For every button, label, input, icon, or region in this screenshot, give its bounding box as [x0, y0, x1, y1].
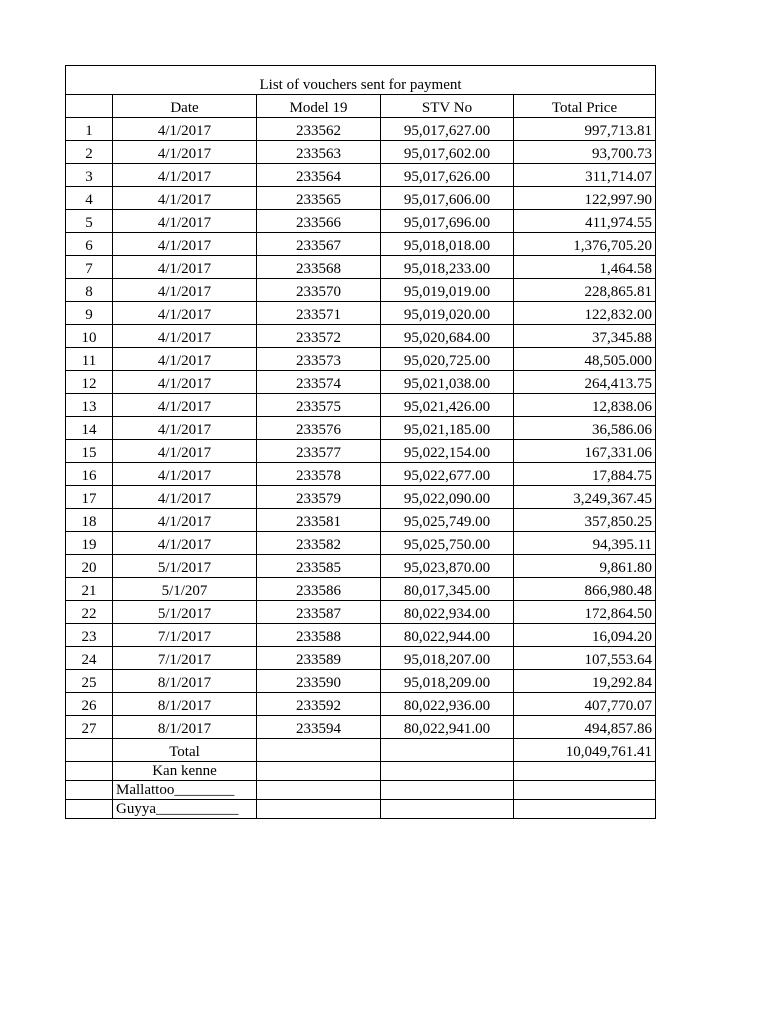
- signature-empty-cell: [381, 762, 514, 781]
- row-stv-no: 95,022,090.00: [381, 486, 514, 509]
- row-stv-no: 95,018,018.00: [381, 233, 514, 256]
- header-stv: STV No: [381, 95, 514, 118]
- row-number: 12: [66, 371, 113, 394]
- row-total-price: 411,974.55: [514, 210, 656, 233]
- row-total-price: 37,345.88: [514, 325, 656, 348]
- row-total-price: 866,980.48: [514, 578, 656, 601]
- row-total-price: 494,857.86: [514, 716, 656, 739]
- row-stv-no: 95,017,606.00: [381, 187, 514, 210]
- row-date: 4/1/2017: [113, 302, 257, 325]
- row-model-19: 233567: [257, 233, 381, 256]
- row-total-price: 107,553.64: [514, 647, 656, 670]
- table-row: [66, 647, 656, 670]
- row-date: 8/1/2017: [113, 693, 257, 716]
- row-stv-no: 95,023,870.00: [381, 555, 514, 578]
- table-row: [66, 348, 656, 371]
- signature-empty-cell: [257, 800, 381, 819]
- signature-row: [66, 762, 656, 781]
- row-number: 8: [66, 279, 113, 302]
- signature-empty-cell: [381, 800, 514, 819]
- row-date: 4/1/2017: [113, 325, 257, 348]
- row-number: 27: [66, 716, 113, 739]
- signature-empty-cell: [66, 762, 113, 781]
- row-number: 16: [66, 463, 113, 486]
- table-row: [66, 417, 656, 440]
- row-number: 21: [66, 578, 113, 601]
- row-date: 4/1/2017: [113, 394, 257, 417]
- row-number: 2: [66, 141, 113, 164]
- row-total-price: 264,413.75: [514, 371, 656, 394]
- table-row: [66, 440, 656, 463]
- row-date: 4/1/2017: [113, 486, 257, 509]
- row-model-19: 233571: [257, 302, 381, 325]
- row-model-19: 233589: [257, 647, 381, 670]
- header-row: [66, 95, 656, 118]
- row-model-19: 233588: [257, 624, 381, 647]
- row-stv-no: 95,018,209.00: [381, 670, 514, 693]
- table-row: [66, 624, 656, 647]
- row-model-19: 233586: [257, 578, 381, 601]
- row-number: 5: [66, 210, 113, 233]
- row-model-19: 233577: [257, 440, 381, 463]
- row-date: 4/1/2017: [113, 371, 257, 394]
- signature-empty-cell: [257, 762, 381, 781]
- table-row: [66, 141, 656, 164]
- row-model-19: 233566: [257, 210, 381, 233]
- header-price: Total Price: [514, 95, 656, 118]
- row-stv-no: 95,017,626.00: [381, 164, 514, 187]
- header-no: [66, 95, 113, 118]
- row-model-19: 233576: [257, 417, 381, 440]
- row-model-19: 233564: [257, 164, 381, 187]
- row-number: 9: [66, 302, 113, 325]
- row-date: 4/1/2017: [113, 118, 257, 141]
- row-number: 10: [66, 325, 113, 348]
- row-date: 4/1/2017: [113, 279, 257, 302]
- signature-label: Kan kenne: [113, 762, 257, 781]
- row-model-19: 233568: [257, 256, 381, 279]
- signature-row: [66, 781, 656, 800]
- row-stv-no: 95,020,725.00: [381, 348, 514, 371]
- signature-empty-cell: [257, 781, 381, 800]
- row-model-19: 233579: [257, 486, 381, 509]
- row-model-19: 233573: [257, 348, 381, 371]
- row-number: 19: [66, 532, 113, 555]
- row-number: 4: [66, 187, 113, 210]
- voucher-table: [65, 65, 656, 819]
- row-number: 26: [66, 693, 113, 716]
- row-stv-no: 95,025,749.00: [381, 509, 514, 532]
- row-date: 5/1/2017: [113, 601, 257, 624]
- total-empty-cell: [257, 739, 381, 762]
- signature-label: Guyya___________: [113, 800, 257, 819]
- row-model-19: 233592: [257, 693, 381, 716]
- row-date: 4/1/2017: [113, 417, 257, 440]
- table-row: [66, 325, 656, 348]
- row-total-price: 1,464.58: [514, 256, 656, 279]
- row-model-19: 233594: [257, 716, 381, 739]
- row-date: 7/1/2017: [113, 624, 257, 647]
- table-row: [66, 670, 656, 693]
- signature-row: [66, 800, 656, 819]
- row-total-price: 172,864.50: [514, 601, 656, 624]
- table-row: [66, 371, 656, 394]
- signature-empty-cell: [66, 781, 113, 800]
- table-row: [66, 394, 656, 417]
- table-row: [66, 279, 656, 302]
- table-row: [66, 463, 656, 486]
- row-date: 4/1/2017: [113, 440, 257, 463]
- total-empty-cell: [381, 739, 514, 762]
- row-number: 14: [66, 417, 113, 440]
- table-row: [66, 555, 656, 578]
- table-row: [66, 187, 656, 210]
- row-model-19: 233572: [257, 325, 381, 348]
- row-stv-no: 80,022,936.00: [381, 693, 514, 716]
- row-stv-no: 95,021,038.00: [381, 371, 514, 394]
- row-stv-no: 80,022,934.00: [381, 601, 514, 624]
- row-number: 6: [66, 233, 113, 256]
- row-total-price: 357,850.25: [514, 509, 656, 532]
- row-stv-no: 95,017,602.00: [381, 141, 514, 164]
- total-value: 10,049,761.41: [514, 739, 656, 762]
- row-model-19: 233562: [257, 118, 381, 141]
- row-number: 20: [66, 555, 113, 578]
- row-stv-no: 80,022,944.00: [381, 624, 514, 647]
- row-number: 18: [66, 509, 113, 532]
- row-number: 17: [66, 486, 113, 509]
- row-stv-no: 95,017,696.00: [381, 210, 514, 233]
- row-date: 4/1/2017: [113, 532, 257, 555]
- header-model: Model 19: [257, 95, 381, 118]
- row-model-19: 233574: [257, 371, 381, 394]
- row-total-price: 167,331.06: [514, 440, 656, 463]
- row-number: 15: [66, 440, 113, 463]
- title-row: [66, 66, 656, 95]
- table-row: [66, 532, 656, 555]
- table-row: [66, 210, 656, 233]
- row-date: 4/1/2017: [113, 187, 257, 210]
- row-number: 1: [66, 118, 113, 141]
- row-model-19: 233575: [257, 394, 381, 417]
- table-row: [66, 601, 656, 624]
- row-stv-no: 95,021,185.00: [381, 417, 514, 440]
- table-row: [66, 233, 656, 256]
- table-row: [66, 486, 656, 509]
- row-total-price: 19,292.84: [514, 670, 656, 693]
- signature-label: Mallattoo________: [113, 781, 257, 800]
- table-row: [66, 693, 656, 716]
- row-total-price: 122,832.00: [514, 302, 656, 325]
- header-date: Date: [113, 95, 257, 118]
- row-stv-no: 95,021,426.00: [381, 394, 514, 417]
- signature-empty-cell: [514, 762, 656, 781]
- row-total-price: 36,586.06: [514, 417, 656, 440]
- row-total-price: 9,861.80: [514, 555, 656, 578]
- table-row: [66, 256, 656, 279]
- row-number: 23: [66, 624, 113, 647]
- row-number: 25: [66, 670, 113, 693]
- row-total-price: 407,770.07: [514, 693, 656, 716]
- table-row: [66, 302, 656, 325]
- row-date: 4/1/2017: [113, 141, 257, 164]
- row-stv-no: 95,022,677.00: [381, 463, 514, 486]
- signature-empty-cell: [381, 781, 514, 800]
- row-total-price: 17,884.75: [514, 463, 656, 486]
- row-total-price: 12,838.06: [514, 394, 656, 417]
- row-stv-no: 95,018,233.00: [381, 256, 514, 279]
- total-empty-cell: [66, 739, 113, 762]
- row-total-price: 1,376,705.20: [514, 233, 656, 256]
- row-date: 4/1/2017: [113, 256, 257, 279]
- total-label: Total: [113, 739, 257, 762]
- table-row: [66, 118, 656, 141]
- row-number: 13: [66, 394, 113, 417]
- signature-empty-cell: [66, 800, 113, 819]
- row-total-price: 122,997.90: [514, 187, 656, 210]
- signature-empty-cell: [514, 800, 656, 819]
- row-date: 4/1/2017: [113, 509, 257, 532]
- row-total-price: 997,713.81: [514, 118, 656, 141]
- row-number: 3: [66, 164, 113, 187]
- row-total-price: 93,700.73: [514, 141, 656, 164]
- row-stv-no: 80,017,345.00: [381, 578, 514, 601]
- row-model-19: 233581: [257, 509, 381, 532]
- row-date: 8/1/2017: [113, 716, 257, 739]
- row-model-19: 233587: [257, 601, 381, 624]
- table-row: [66, 509, 656, 532]
- row-stv-no: 95,019,020.00: [381, 302, 514, 325]
- row-stv-no: 95,018,207.00: [381, 647, 514, 670]
- row-total-price: 311,714.07: [514, 164, 656, 187]
- row-number: 24: [66, 647, 113, 670]
- row-stv-no: 95,017,627.00: [381, 118, 514, 141]
- signature-empty-cell: [514, 781, 656, 800]
- row-number: 11: [66, 348, 113, 371]
- row-model-19: 233578: [257, 463, 381, 486]
- row-stv-no: 80,022,941.00: [381, 716, 514, 739]
- row-total-price: 3,249,367.45: [514, 486, 656, 509]
- row-date: 5/1/2017: [113, 555, 257, 578]
- table-row: [66, 578, 656, 601]
- table-row: [66, 716, 656, 739]
- row-date: 8/1/2017: [113, 670, 257, 693]
- row-date: 4/1/2017: [113, 210, 257, 233]
- row-stv-no: 95,019,019.00: [381, 279, 514, 302]
- row-number: 22: [66, 601, 113, 624]
- row-stv-no: 95,020,684.00: [381, 325, 514, 348]
- row-total-price: 48,505.000: [514, 348, 656, 371]
- row-model-19: 233582: [257, 532, 381, 555]
- row-date: 4/1/2017: [113, 164, 257, 187]
- row-model-19: 233585: [257, 555, 381, 578]
- row-date: 7/1/2017: [113, 647, 257, 670]
- table-row: [66, 164, 656, 187]
- row-total-price: 228,865.81: [514, 279, 656, 302]
- row-total-price: 94,395.11: [514, 532, 656, 555]
- row-total-price: 16,094.20: [514, 624, 656, 647]
- table-title: List of vouchers sent for payment: [66, 66, 656, 95]
- row-stv-no: 95,022,154.00: [381, 440, 514, 463]
- row-date: 4/1/2017: [113, 348, 257, 371]
- row-model-19: 233565: [257, 187, 381, 210]
- row-date: 4/1/2017: [113, 233, 257, 256]
- row-date: 4/1/2017: [113, 463, 257, 486]
- table-body: [66, 118, 656, 739]
- row-model-19: 233570: [257, 279, 381, 302]
- row-model-19: 233563: [257, 141, 381, 164]
- row-number: 7: [66, 256, 113, 279]
- total-row: [66, 739, 656, 762]
- row-date: 5/1/207: [113, 578, 257, 601]
- row-stv-no: 95,025,750.00: [381, 532, 514, 555]
- row-model-19: 233590: [257, 670, 381, 693]
